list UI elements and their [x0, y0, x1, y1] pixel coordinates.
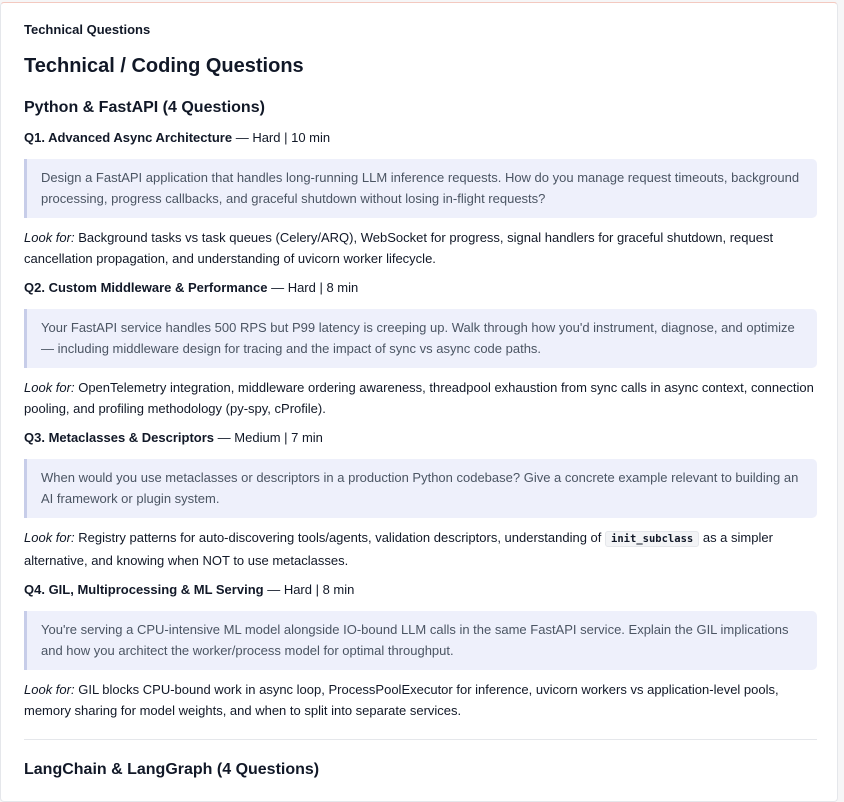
document-label: Technical Questions	[24, 22, 151, 37]
document-card	[0, 2, 838, 802]
look-for-label: Look for:	[24, 230, 75, 245]
look-for-label: Look for:	[24, 682, 75, 697]
question-prompt: Your FastAPI service handles 500 RPS but P99 latency is creeping up. Walk through how you'd instrument, diagnose, and optimize — including middleware design for tracing and the impact of sync vs async code paths.	[24, 309, 817, 368]
question-header	[24, 129, 817, 147]
question-header	[24, 429, 817, 447]
question-title: Q3. Metaclasses & Descriptors	[24, 430, 215, 445]
question-block	[24, 581, 817, 721]
question-header	[24, 279, 817, 297]
section-divider	[24, 739, 817, 740]
inline-code: init_subclass	[605, 531, 699, 547]
look-for-note	[24, 377, 817, 419]
section-heading-langchain-langgraph: LangChain & LangGraph (4 Questions)	[24, 761, 320, 778]
look-for-text: GIL blocks CPU-bound work in async loop, ProcessPoolExecutor for inference, uvicorn workers vs application-level pools, memory sharing for model weights, and when to split into separate services.	[24, 682, 779, 718]
question-block	[24, 279, 817, 419]
question-meta: — Hard | 10 min	[235, 130, 331, 145]
look-for-text: as a simpler alternative, and knowing when NOT to use metaclasses.	[24, 530, 773, 568]
question-meta: — Hard | 8 min	[267, 582, 355, 597]
question-block	[24, 129, 817, 269]
look-for-note	[24, 227, 817, 269]
question-header	[24, 581, 817, 599]
question-meta: — Medium | 7 min	[217, 430, 323, 445]
look-for-label: Look for:	[24, 380, 75, 395]
question-block	[24, 429, 817, 571]
page-title: Technical / Coding Questions	[24, 55, 304, 77]
look-for-text: OpenTelemetry integration, middleware ordering awareness, threadpool exhaustion from sync calls in async context, connection pooling, and profiling methodology (py-spy, cProfile).	[24, 380, 814, 416]
look-for-note	[24, 679, 817, 721]
question-title: Q4. GIL, Multiprocessing & ML Serving	[24, 582, 264, 597]
look-for-label: Look for:	[24, 530, 75, 545]
question-prompt: Design a FastAPI application that handles long-running LLM inference requests. How do you manage request timeouts, background processing, progress callbacks, and graceful shutdown without losing in-flight requests?	[24, 159, 817, 218]
question-title: Q2. Custom Middleware & Performance	[24, 280, 268, 295]
look-for-note	[24, 527, 817, 571]
question-meta: — Hard | 8 min	[271, 280, 359, 295]
look-for-text: Background tasks vs task queues (Celery/ARQ), WebSocket for progress, signal handlers for graceful shutdown, request cancellation propagation, and understanding of uvicorn worker lifecycle.	[24, 230, 774, 266]
document-content	[24, 21, 817, 781]
look-for-text: Registry patterns for auto-discovering tools/agents, validation descriptors, understanding of	[78, 530, 602, 545]
section-heading-python-fastapi: Python & FastAPI (4 Questions)	[24, 99, 265, 116]
question-title: Q1. Advanced Async Architecture	[24, 130, 233, 145]
question-prompt: You're serving a CPU-intensive ML model alongside IO-bound LLM calls in the same FastAPI service. Explain the GIL implications and how you architect the worker/process model for optimal throughput.	[24, 611, 817, 670]
question-prompt: When would you use metaclasses or descriptors in a production Python codebase? Give a concrete example relevant to building an AI framework or plugin system.	[24, 459, 817, 518]
